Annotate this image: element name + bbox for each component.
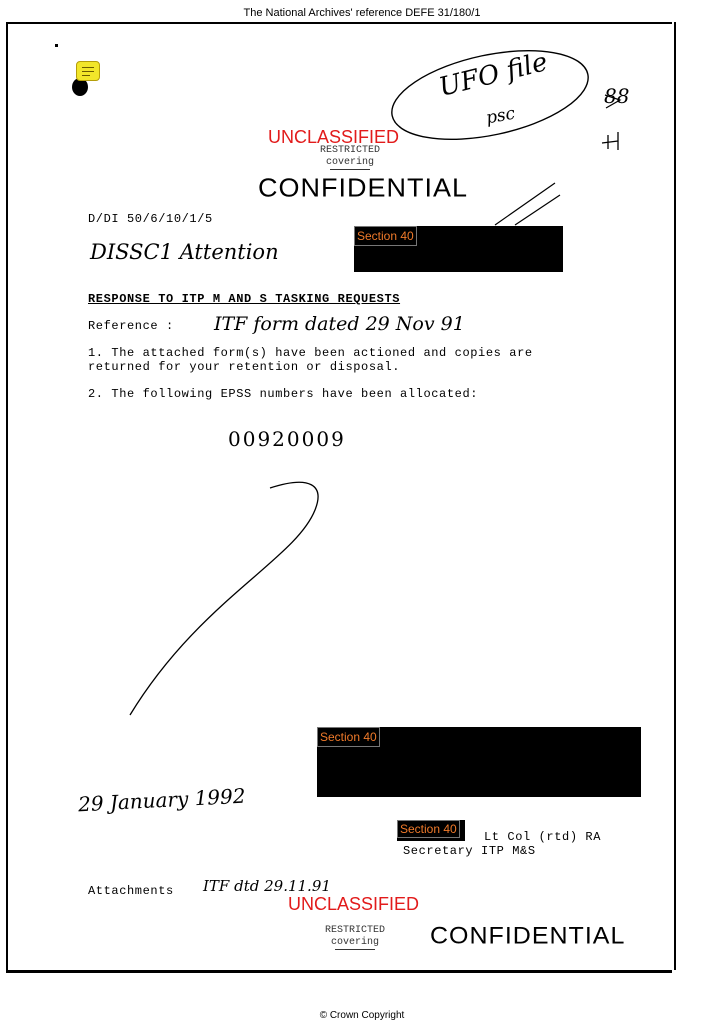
pen-strokes bbox=[490, 180, 570, 230]
redaction-block-1 bbox=[354, 226, 563, 272]
subject-heading: RESPONSE TO ITP M AND S TASKING REQUESTS bbox=[88, 292, 401, 306]
paragraph-1-line-1: 1. The attached form(s) have been actioned and copies are bbox=[88, 346, 533, 360]
paragraph-2: 2. The following EPSS numbers have been allocated: bbox=[88, 387, 479, 401]
epss-number: 00920009 bbox=[228, 427, 346, 451]
attention-note: DISSC1 Attention bbox=[90, 240, 279, 264]
redaction-label-2: Section 40 bbox=[317, 727, 380, 747]
itf-form-note: ITF form dated 29 Nov 91 bbox=[214, 313, 465, 335]
restricted-stamp-bottom: RESTRICTED covering bbox=[324, 925, 385, 948]
sticky-note-icon[interactable] bbox=[76, 61, 100, 81]
attachments-note: ITF dtd 29.11.91 bbox=[203, 877, 331, 895]
unclassified-stamp-bottom: UNCLASSIFIED bbox=[288, 894, 420, 914]
unclassified-stamp-top: UNCLASSIFIED bbox=[268, 127, 400, 147]
file-reference: D/DI 50/6/10/1/5 bbox=[88, 212, 213, 226]
confidential-stamp-bottom: CONFIDENTIAL bbox=[430, 922, 626, 950]
paragraph-1-line-2: returned for your retention or disposal. bbox=[88, 360, 401, 374]
reference-label: Reference : bbox=[88, 319, 174, 333]
archive-reference: The National Archives' reference DEFE 31/180/1 bbox=[243, 7, 481, 19]
signatory-title: Secretary ITP M&S bbox=[403, 844, 536, 858]
ufo-file-note: UFO file bbox=[436, 47, 551, 103]
signatory-rank: Lt Col (rtd) RA bbox=[484, 830, 602, 844]
psc-note: psc bbox=[484, 103, 517, 129]
speck bbox=[55, 44, 58, 47]
copyright-footer: © Crown Copyright bbox=[319, 1010, 405, 1021]
redaction-block-3 bbox=[397, 820, 465, 841]
number-note: 88 bbox=[604, 84, 630, 108]
redaction-label-1: Section 40 bbox=[354, 226, 417, 246]
restricted-stamp-top: RESTRICTED covering bbox=[319, 145, 380, 168]
attachments-label: Attachments bbox=[88, 884, 174, 898]
signature-date: 29 January 1992 bbox=[77, 783, 247, 817]
redaction-block-2 bbox=[317, 727, 641, 797]
confidential-stamp-top: CONFIDENTIAL bbox=[258, 173, 469, 203]
page-border-right bbox=[674, 22, 676, 970]
redaction-label-3: Section 40 bbox=[397, 820, 460, 838]
pen-curve bbox=[120, 470, 370, 730]
